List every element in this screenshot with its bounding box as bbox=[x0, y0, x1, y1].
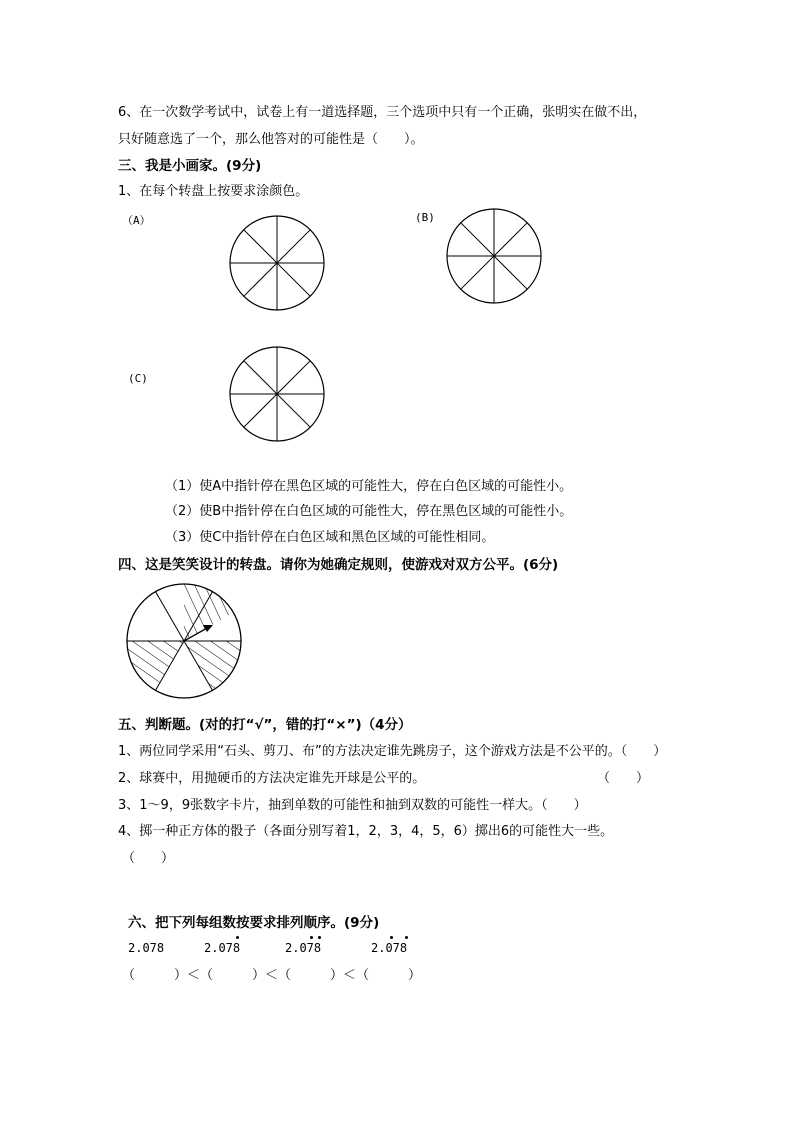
number-4: 2.078 bbox=[371, 941, 408, 955]
spinner-b bbox=[445, 207, 543, 305]
instruction-3: （3）使C中指针停在白色区域和黑色区域的可能性相同。 bbox=[165, 530, 495, 545]
section-6-title: 六、把下列每组数按要求排列顺序。(9分) bbox=[128, 915, 380, 931]
repeat-dot bbox=[236, 936, 239, 939]
repeat-dot bbox=[318, 936, 321, 939]
number-2: 2.078 bbox=[204, 941, 241, 955]
order-answer-line[interactable]: （ ）＜（ ）＜（ ）＜（ ） bbox=[122, 968, 422, 983]
section-3-question-1: 1、在每个转盘上按要求涂颜色。 bbox=[118, 184, 309, 199]
spinner-c bbox=[228, 345, 326, 443]
judgement-item-4: 4、掷一种正方体的骰子（各面分别写着1，2，3，4，5，6）掷出6的可能性大一些。 bbox=[118, 824, 614, 839]
judgement-item-3: 3、1～9，9张数字卡片，抽到单数的可能性和抽到双数的可能性一样大。（ ） bbox=[118, 798, 587, 813]
number-1: 2.078 bbox=[128, 941, 165, 955]
judgement-item-2: 2、球赛中，用抛硬币的方法决定谁先开球是公平的。 bbox=[118, 771, 426, 786]
wheel-b-label: (B) bbox=[415, 211, 435, 224]
judgement-item-4-blank[interactable]: （ ） bbox=[122, 851, 175, 866]
wheel-a-label: （A） bbox=[122, 214, 151, 227]
judgement-item-1: 1、两位同学采用“石头、剪刀、布”的方法决定谁先跳房子，这个游戏方法是不公平的。（ ） bbox=[118, 744, 667, 759]
instruction-1: （1）使A中指针停在黑色区域的可能性大，停在白色区域的可能性小。 bbox=[165, 479, 573, 494]
repeat-dot bbox=[405, 936, 408, 939]
section-3-title: 三、我是小画家。(9分) bbox=[118, 158, 262, 174]
judgement-item-2-blank[interactable]: （ ） bbox=[597, 771, 650, 786]
spinner-a bbox=[228, 214, 326, 312]
spinner-xiaoxiao bbox=[123, 580, 245, 702]
section-4-title: 四、这是笑笑设计的转盘。请你为她确定规则，使游戏对双方公平。(6分) bbox=[118, 557, 559, 573]
repeat-dot bbox=[390, 936, 393, 939]
number-3: 2.078 bbox=[285, 941, 322, 955]
question-6-line-2: 只好随意选了一个，那么他答对的可能性是（ ）。 bbox=[118, 132, 424, 147]
instruction-2: （2）使B中指针停在白色区域的可能性大，停在黑色区域的可能性小。 bbox=[165, 504, 573, 519]
section-5-title: 五、判断题。(对的打“√”，错的打“×”)（4分） bbox=[118, 717, 412, 733]
wheel-c-label: (C) bbox=[128, 372, 148, 385]
question-6-line-1: 6、在一次数学考试中，试卷上有一道选择题，三个选项中只有一个正确，张明实在做不出， bbox=[118, 105, 647, 120]
repeat-dot bbox=[310, 936, 313, 939]
